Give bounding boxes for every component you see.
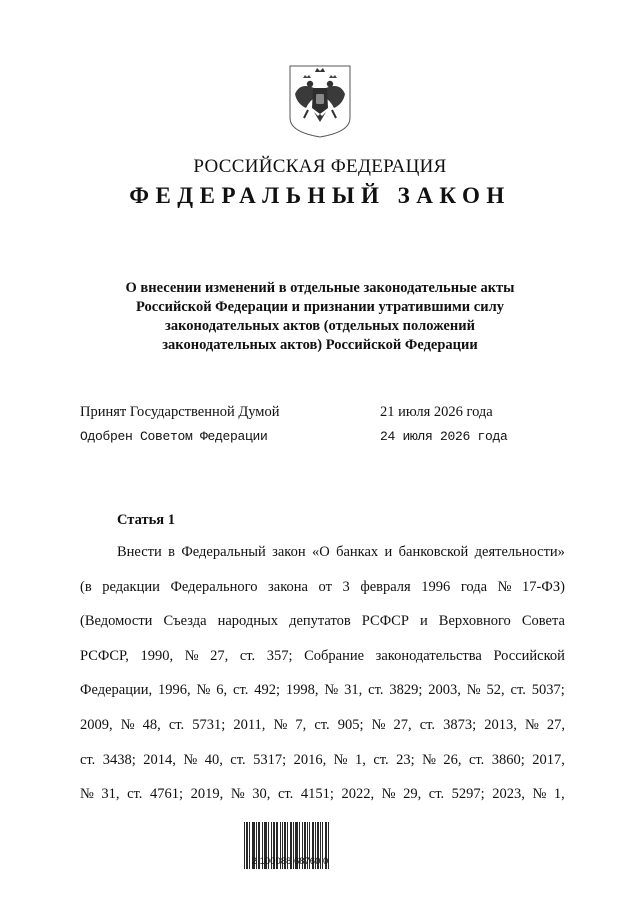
article-body-line: Внести в Федеральный закон «О банках и банковской деятельности» xyxy=(117,544,565,560)
article-body xyxy=(80,542,565,819)
article-body-line: РСФСР, 1990, № 27, ст. 357; Собрание законодательства Российской xyxy=(80,647,565,664)
duma-label: Принят Государственной Думой xyxy=(80,404,280,420)
article-body-line: ст. 3438; 2014, № 40, ст. 5317; 2016, № 1, ст. 23; № 26, ст. 3860; 2017, xyxy=(80,751,565,768)
barcode-number: 2 100088 68760 0 xyxy=(251,856,329,867)
law-title-line: законодательных актов) Российской Федерации xyxy=(162,337,478,353)
duma-date: 21 июля 2026 года xyxy=(380,404,493,420)
article-body-line: (Ведомости Съезда народных депутатов РСФСР и Верховного Совета xyxy=(80,613,565,630)
council-label: Одобрен Советом Федерации xyxy=(80,429,268,444)
article-heading: Статья 1 xyxy=(117,512,175,528)
council-approval-row xyxy=(80,429,580,444)
article-body-line: № 31, ст. 4761; 2019, № 30, ст. 4151; 2022, № 29, ст. 5297; 2023, № 1, xyxy=(80,786,565,803)
council-date: 24 июля 2026 года xyxy=(380,429,508,444)
russian-coat-of-arms-icon xyxy=(288,64,352,139)
law-title xyxy=(90,279,550,355)
state-name: РОССИЙСКАЯ ФЕДЕРАЦИЯ xyxy=(193,156,447,177)
article-body-line: Федерации, 1996, № 6, ст. 492; 1998, № 31, ст. 3829; 2003, № 52, ст. 5037; xyxy=(80,682,565,699)
law-title-line: Российской Федерации и признании утратившими силу xyxy=(136,299,504,315)
law-type-heading: ФЕДЕРАЛЬНЫЙ ЗАКОН xyxy=(129,183,511,208)
article-body-line: (в редакции Федерального закона от 3 февраля 1996 года № 17-ФЗ) xyxy=(80,578,565,595)
article-body-line: 2009, № 48, ст. 5731; 2011, № 7, ст. 905; № 27, ст. 3873; 2013, № 27, xyxy=(80,716,565,733)
law-title-line: О внесении изменений в отдельные законодательные акты xyxy=(125,280,515,296)
law-title-line: законодательных актов (отдельных положений xyxy=(165,318,475,334)
duma-adoption-row xyxy=(80,404,580,421)
